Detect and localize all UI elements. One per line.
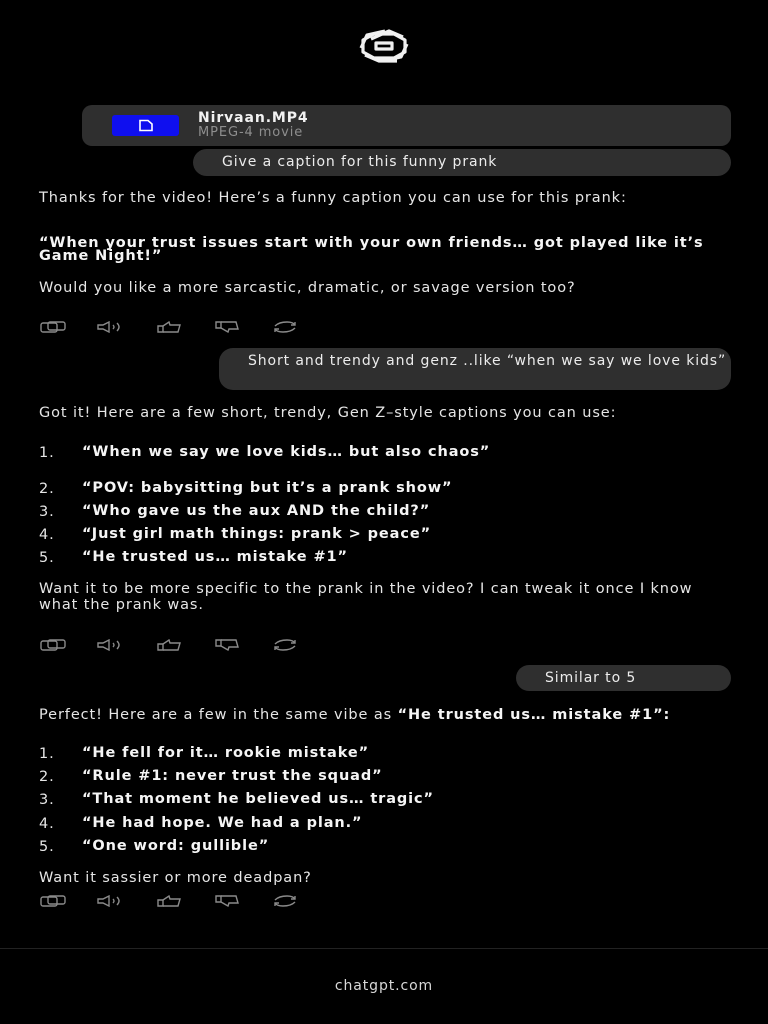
user-message-bubble: Similar to 5 <box>516 665 731 691</box>
thumbs-up-icon[interactable] <box>156 320 186 334</box>
copy-icon[interactable] <box>39 638 69 652</box>
user-message-bubble: Short and trendy and genz ..like “when we say we love kids” <box>219 348 731 390</box>
list-number: 3. <box>39 504 55 520</box>
assistant-caption: “When your trust issues start with your own friends… got played like it’s Game Night!” <box>39 235 704 264</box>
list-number: 5. <box>39 839 55 855</box>
attachment-card[interactable] <box>82 105 731 146</box>
assistant-text <box>39 707 729 723</box>
openai-logo-icon <box>331 26 437 66</box>
list-item: “He had hope. We had a plan.” <box>82 815 363 831</box>
regenerate-icon[interactable] <box>271 320 301 334</box>
copy-icon[interactable] <box>39 320 69 334</box>
footer-divider <box>0 948 768 949</box>
message-actions <box>39 894 309 908</box>
thumbs-down-icon[interactable] <box>214 320 244 334</box>
read-aloud-icon[interactable] <box>96 638 126 652</box>
list-number: 3. <box>39 792 55 808</box>
regenerate-icon[interactable] <box>271 638 301 652</box>
list-number: 1. <box>39 445 55 461</box>
list-item: “Who gave us the aux AND the child?” <box>82 503 431 519</box>
list-item: “He trusted us… mistake #1” <box>82 549 348 565</box>
intro-quote: “He trusted us… mistake #1” <box>397 707 664 723</box>
attachment-type: MPEG-4 movie <box>198 125 304 140</box>
file-icon <box>112 115 179 136</box>
read-aloud-icon[interactable] <box>96 320 126 334</box>
read-aloud-icon[interactable] <box>96 894 126 908</box>
list-item: “He fell for it… rookie mistake” <box>82 745 370 761</box>
assistant-text: Got it! Here are a few short, trendy, Gen Z–style captions you can use: <box>39 405 617 421</box>
message-actions <box>39 638 309 652</box>
list-item: “Just girl math things: prank > peace” <box>82 526 432 542</box>
list-item: “One word: gullible” <box>82 838 270 854</box>
assistant-text: Thanks for the video! Here’s a funny caption you can use for this prank: <box>39 190 627 206</box>
attachment-name: Nirvaan.MP4 <box>198 110 309 126</box>
assistant-text: Want it sassier or more deadpan? <box>39 870 312 886</box>
list-number: 4. <box>39 816 55 832</box>
assistant-text: Would you like a more sarcastic, dramatic, or savage version too? <box>39 280 576 296</box>
list-item: “POV: babysitting but it’s a prank show” <box>82 480 453 496</box>
list-number: 4. <box>39 527 55 543</box>
list-number: 2. <box>39 481 55 497</box>
intro-tail: : <box>663 707 671 723</box>
copy-icon[interactable] <box>39 894 69 908</box>
thumbs-up-icon[interactable] <box>156 638 186 652</box>
regenerate-icon[interactable] <box>271 894 301 908</box>
message-actions <box>39 320 309 334</box>
list-item: “That moment he believed us… tragic” <box>82 791 434 807</box>
list-number: 2. <box>39 769 55 785</box>
list-number: 5. <box>39 550 55 566</box>
footer-domain[interactable]: chatgpt.com <box>334 978 434 994</box>
thumbs-down-icon[interactable] <box>214 894 244 908</box>
user-message-bubble: Give a caption for this funny prank <box>193 149 731 176</box>
list-item: “Rule #1: never trust the squad” <box>82 768 383 784</box>
assistant-text: Want it to be more specific to the prank in the video? I can tweak it once I know what the prank was. <box>39 581 693 613</box>
list-number: 1. <box>39 746 55 762</box>
list-item: “When we say we love kids… but also chaos” <box>82 444 491 460</box>
thumbs-down-icon[interactable] <box>214 638 244 652</box>
intro-text: Perfect! Here are a few in the same vibe as <box>39 707 398 723</box>
thumbs-up-icon[interactable] <box>156 894 186 908</box>
